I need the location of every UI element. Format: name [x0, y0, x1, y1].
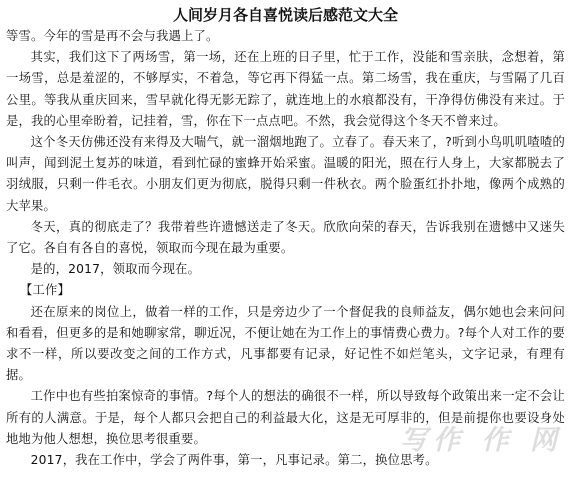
watermark: 写作 作 网 [400, 425, 563, 456]
section-heading-work: 【工作】 [20, 283, 70, 298]
paragraph-7: 工作中也有些拍案惊奇的事情。?每个人的想法的确很不一样，所以导致每个政策出来一定不会让所有的人满意。于是，每个人都只会把自己的利益最大化，这是无可厚非的，但是前提你也要设身处地地为他人想想，换位思考很重要。 [6, 389, 565, 446]
paragraph-2: 其实，我们这下了两场雪，第一场，还在上班的日子里，忙于工作，没能和雪亲肤，念想着，第一场雪，总是羞涩的，不够厚实，不着急，等它再下得猛一点。第二场雪，我在重庆，与雪隔了几百公里。等我从重庆回来，雪早就化得无影无踪了，就连地上的水痕都没有，干净得仿佛没有来过。于是，我的心里牵盼着，记挂着，雪，你在下一点点吧。不然，我会觉得这个冬天不曾来过。 [6, 50, 565, 128]
paragraph-1: 等雪。今年的雪是再不会与我遇上了。 [6, 29, 219, 43]
paragraph-5: 是的，2017，领取而今现在。 [30, 262, 201, 277]
paragraph-3: 这个冬天仿佛还没有来得及大喘气，就一溜烟地跑了。立春了。春天来了，?听到小鸟叽叽喳喳的叫声，闻到泥土复苏的味道，看到忙碌的蜜蜂开始采蜜。温暖的阳光，照在行人身上，大家都脱去了羽绒服，只剩一件毛衣。小朋友们更为彻底，脱得只剩一件秋衣。两个脸蛋红扑扑地，像两个成熟的大苹果。 [6, 135, 565, 213]
paragraph-4: 冬天，真的彻底走了？我带着些许遗憾送走了冬天。欣欣向荣的春天，告诉我别在遗憾中又迷失了它。各自有各自的喜悦，领取而今现在最为重要。 [6, 219, 565, 256]
document-body [6, 26, 565, 471]
document-title: 人间岁月各自喜悦读后感范文大全 [172, 6, 398, 24]
paragraph-8: 2017，我在工作中，学会了两件事，第一，凡事记录。第二，换位思考。 [30, 453, 438, 468]
paragraph-6: 还在原来的岗位上，做着一样的工作，只是旁边少了一个督促我的良师益友，偶尔她也会来问问和看看，但更多的是和她聊家常，聊近况，不便让她在为工作上的事情费心费力。?每个人对工作的要求不一样，所以要改变之间的工作方式，凡事都要有记录，好记性不如烂笔头，文字记录，有理有据。 [6, 304, 565, 383]
